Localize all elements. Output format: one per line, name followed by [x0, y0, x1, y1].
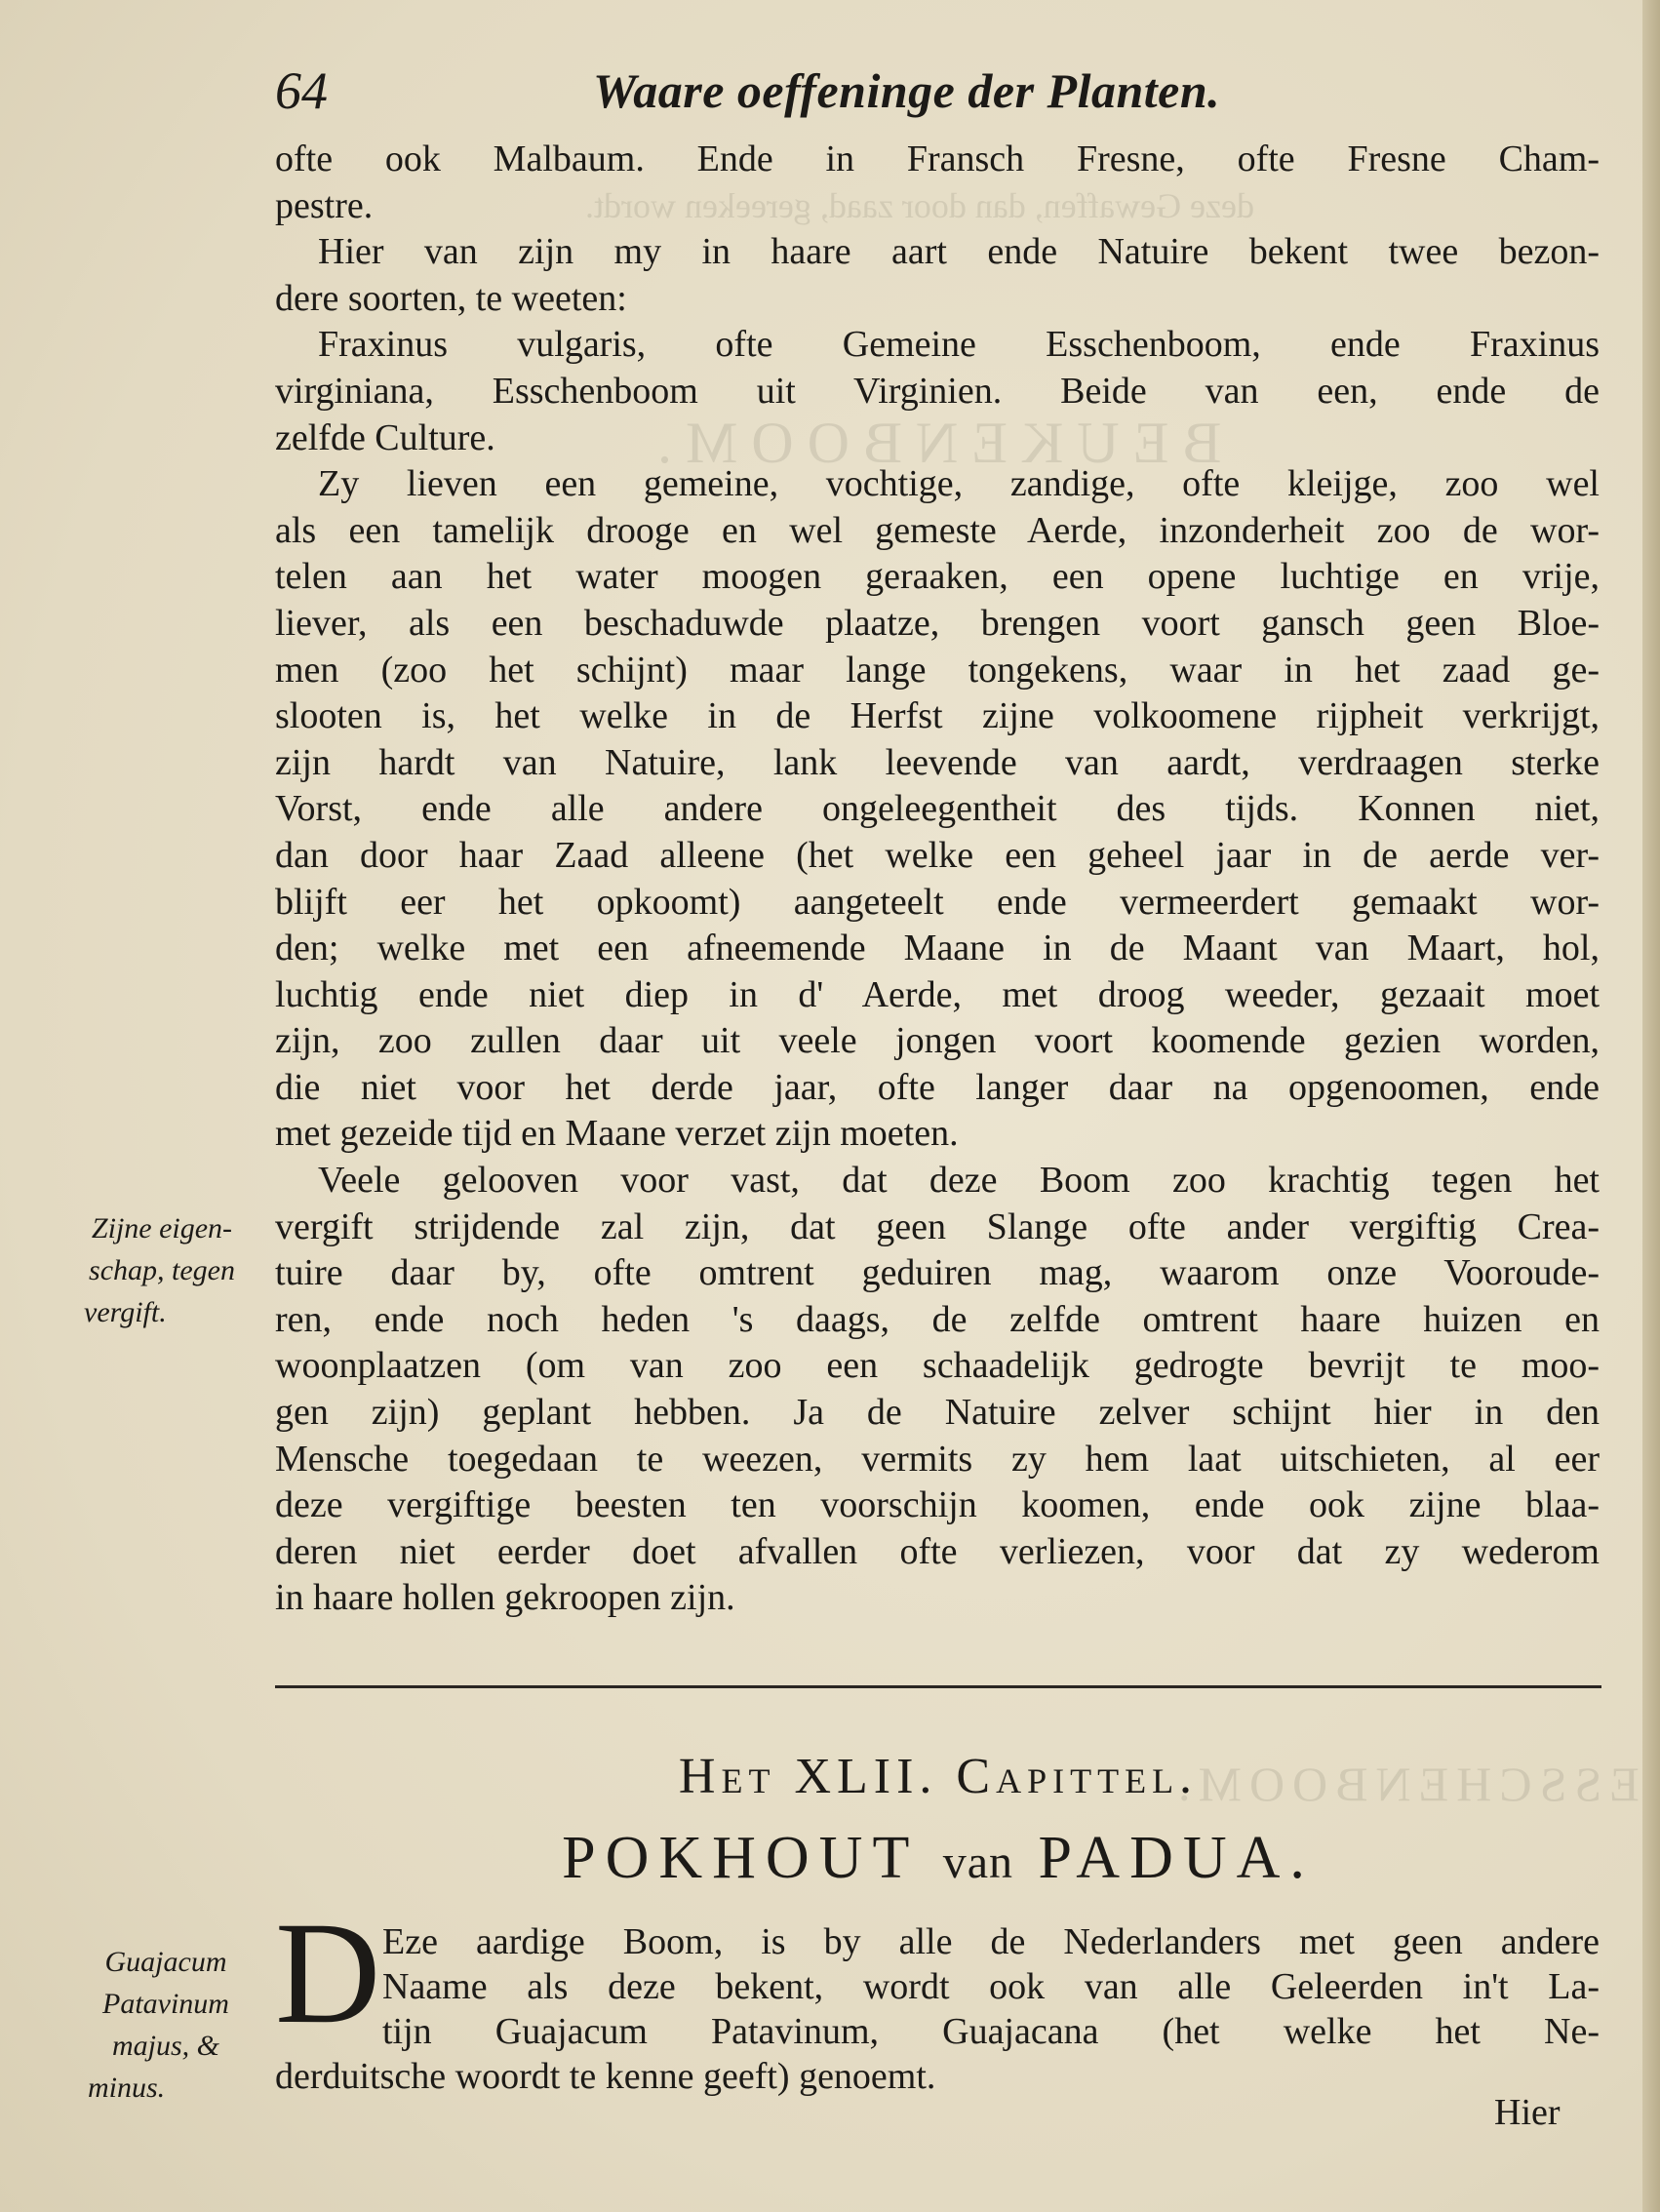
chapter-title-part: van	[942, 1837, 1014, 1888]
text-line: Zy lieven een gemeine, vochtige, zandige, ofte kleijge, zoo wel	[318, 463, 1600, 505]
margin-note-line: Guajacum	[104, 1946, 227, 1978]
margin-note-venom	[55, 1207, 269, 1333]
chapter-title-part: PADUA.	[1038, 1825, 1315, 1891]
margin-note-line: minus.	[88, 2072, 166, 2104]
chapter-title-part: POKHOUT	[562, 1825, 919, 1891]
chapter-text	[382, 1919, 1600, 2054]
text-line: men (zoo het schijnt) maar lange tongekens, waar in het zaad ge-	[275, 649, 1600, 691]
margin-note-line: Zijne eigen-	[91, 1212, 233, 1244]
text-line: zelfde Culture.	[275, 416, 495, 458]
text-line: woonplaatzen (om van zoo een schaadelijk gedrogte bevrijt te moo-	[275, 1345, 1600, 1387]
text-line: ren, ende noch heden 's daags, de zelfde omtrent haare huizen en	[275, 1298, 1600, 1340]
catchword: Hier	[1494, 2092, 1561, 2133]
show-through-text: ESSCHENBOOM.	[1170, 1757, 1640, 1811]
text-line: Vorst, ende alle andere ongeleegentheit des tijds. Konnen niet,	[275, 788, 1600, 830]
text-line: deze vergiftige beesten ten voorschijn koomen, ende ook zijne blaa-	[275, 1484, 1600, 1526]
chapter-text-continued	[275, 2054, 1600, 2099]
text-line: zijn hardt van Natuire, lank leevende van aardt, verdraagen sterke	[275, 741, 1600, 783]
text-line: slooten is, het welke in de Herfst zijne volkoomene rijpheit verkrijgt,	[275, 695, 1600, 737]
text-line: Fraxinus vulgaris, ofte Gemeine Esschenboom, ende Fraxinus	[318, 324, 1600, 366]
text-line: ofte ook Malbaum. Ende in Fransch Fresne, ofte Fresne Cham-	[275, 138, 1600, 179]
text-line: in haare hollen gekroopen zijn.	[275, 1577, 735, 1619]
text-line: tijn Guajacum Patavinum, Guajacana (het welke het Ne-	[382, 2011, 1600, 2052]
text-line: dere soorten, te weeten:	[275, 277, 627, 319]
text-line: zijn, zoo zullen daar uit veele jongen voort koomende gezien worden,	[275, 1020, 1600, 1062]
text-line: Veele gelooven voor vast, dat deze Boom zoo krachtig tegen het	[318, 1160, 1600, 1202]
text-line: met gezeide tijd en Maane verzet zijn moeten.	[275, 1113, 959, 1155]
page-number: 64	[275, 61, 328, 120]
show-through-text: deze Gewaffen, dan door zaad, gereeken wordt.	[585, 186, 1254, 225]
body-text	[275, 137, 1600, 1622]
margin-note-guajacum	[59, 1941, 273, 2109]
text-line: Naame als deze bekent, wordt ook van alle Geleerden in't La-	[382, 1966, 1600, 2007]
text-line: telen aan het water moogen geraaken, een opene luchtige en vrije,	[275, 556, 1600, 598]
page-header	[275, 60, 1582, 138]
show-through-text: BEUKENBOOM.	[644, 411, 1222, 475]
text-line: den; welke met een afneemende Maane in de Maant van Maart, hol,	[275, 928, 1600, 969]
margin-note-line: schap, tegen	[89, 1254, 235, 1286]
text-line: Eze aardige Boom, is by alle de Nederlanders met geen andere	[382, 1921, 1600, 1962]
text-line: derduitsche woordt te kenne geeft) genoemt.	[275, 2056, 936, 2097]
text-line: vergift strijdende zal zijn, dat geen Slange ofte ander vergiftig Crea-	[275, 1205, 1600, 1247]
text-line: gen zijn) geplant hebben. Ja de Natuire zelver schijnt hier in den	[275, 1392, 1600, 1434]
text-line: dan door haar Zaad alleene (het welke een geheel jaar in de aerde ver-	[275, 834, 1600, 876]
text-line: tuire daar by, ofte omtrent geduiren mag, waarom onze Vooroude-	[275, 1252, 1600, 1294]
margin-note-line: Patavinum	[102, 1988, 229, 2020]
text-line: Mensche toegedaan te weezen, vermits zy hem laat uitschieten, al eer	[275, 1438, 1600, 1480]
text-line: liever, als een beschaduwde plaatze, brengen voort gansch geen Bloe-	[275, 602, 1600, 644]
text-line: deren niet eerder doet afvallen ofte verliezen, voor dat zy wederom	[275, 1530, 1600, 1572]
page-edge	[1642, 0, 1660, 2212]
text-line: Hier van zijn my in haare aart ende Natuire bekent twee bezon-	[318, 231, 1600, 273]
margin-note-line: vergift.	[84, 1296, 167, 1328]
text-line: virginiana, Esschenboom uit Virginien. Beide van een, ende de	[275, 370, 1600, 412]
chapter-heading: Het XLII. Capittel.	[678, 1749, 1199, 1804]
text-line: pestre.	[275, 184, 374, 226]
text-line: blijft eer het opkoomt) aangeteelt ende vermeerdert gemaakt wor-	[275, 881, 1600, 923]
text-line: die niet voor het derde jaar, ofte langer daar na opgenoomen, ende	[275, 1066, 1600, 1108]
text-line: als een tamelijk drooge en wel gemeste Aerde, inzonderheit zoo de wor-	[275, 509, 1600, 551]
text-line: luchtig ende niet diep in d' Aerde, met droog weeder, gezaait moet	[275, 973, 1600, 1015]
drop-cap: D	[275, 1892, 381, 2054]
running-title: Waare oeffeninge der Planten.	[593, 63, 1221, 118]
chapter-title	[275, 1824, 1601, 1893]
margin-note-line: majus, &	[111, 2030, 219, 2062]
section-divider	[275, 1685, 1601, 1688]
